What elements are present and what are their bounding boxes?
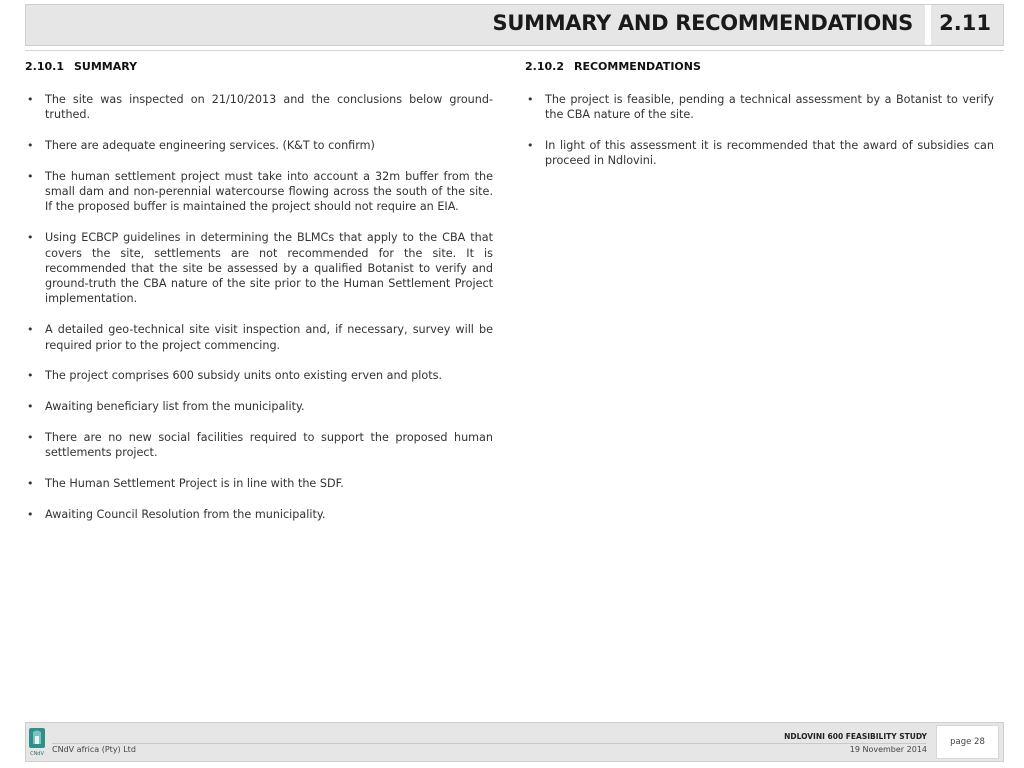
list-item-text: The project comprises 600 subsidy units onto existing erven and plots. xyxy=(45,369,443,383)
summary-heading xyxy=(25,60,493,73)
list-item xyxy=(525,92,994,123)
study-title: NDLOVINI 600 FEASIBILITY STUDY xyxy=(784,732,927,741)
summary-heading-number: 2.10.1 xyxy=(25,60,64,73)
list-item-text: The project is feasible, pending a technical assessment by a Botanist to verify the CBA nature of the site. xyxy=(545,93,994,122)
bullet-icon: • xyxy=(27,430,34,444)
bullet-icon: • xyxy=(27,400,34,414)
recommendations-list xyxy=(525,92,994,169)
list-item xyxy=(25,399,493,414)
list-item xyxy=(25,476,493,491)
list-item xyxy=(25,507,493,522)
list-item xyxy=(25,322,493,353)
bullet-icon: • xyxy=(27,93,34,106)
list-item-text: There are no new social facilities required to support the proposed human settlements project. xyxy=(45,430,493,460)
bullet-icon: • xyxy=(27,231,34,245)
header-rule xyxy=(25,50,1004,51)
footer-rule xyxy=(52,743,926,744)
page-number-box xyxy=(936,725,999,759)
header-divider xyxy=(925,5,931,45)
list-item-text: The site was inspected on 21/10/2013 and the conclusions below ground-truthed. xyxy=(45,93,493,122)
recommendations-heading-text: RECOMMENDATIONS xyxy=(574,60,701,73)
summary-list xyxy=(25,92,493,522)
section-number: 2.11 xyxy=(939,11,991,35)
list-item-text: In light of this assessment it is recommended that the award of subsidies can proceed in Ndlovini. xyxy=(545,139,994,168)
list-item xyxy=(525,138,994,169)
list-item xyxy=(25,430,493,461)
recommendations-column xyxy=(525,60,994,184)
bullet-icon: • xyxy=(27,139,34,153)
recommendations-heading xyxy=(525,60,994,73)
footer-bar xyxy=(25,722,1004,762)
header-bar xyxy=(25,4,1004,46)
logo-text: CNdV xyxy=(30,751,44,757)
bullet-icon: • xyxy=(27,507,34,521)
bullet-icon: • xyxy=(27,169,34,183)
recommendations-heading-number: 2.10.2 xyxy=(525,60,564,73)
company-logo-icon xyxy=(28,726,46,758)
summary-column xyxy=(25,60,493,538)
study-date: 19 November 2014 xyxy=(849,745,927,754)
list-item-text: Awaiting Council Resolution from the municipality. xyxy=(45,507,326,521)
page-title: SUMMARY AND RECOMMENDATIONS xyxy=(492,11,913,35)
list-item xyxy=(25,230,493,306)
company-name: CNdV africa (Pty) Ltd xyxy=(52,745,136,754)
list-item xyxy=(25,169,493,215)
list-item xyxy=(25,92,493,123)
list-item-text: The human settlement project must take into account a 32m buffer from the small dam and non-perennial watercourse flowing across the south of the site. If the proposed buffer is maintained the project should not require an EIA. xyxy=(45,169,493,214)
bullet-icon: • xyxy=(27,477,34,491)
bullet-icon: • xyxy=(527,93,534,106)
page-number: page 28 xyxy=(950,737,985,747)
bullet-icon: • xyxy=(27,369,34,383)
bullet-icon: • xyxy=(527,139,534,153)
bullet-icon: • xyxy=(27,323,34,337)
list-item xyxy=(25,138,493,153)
list-item xyxy=(25,368,493,383)
list-item-text: The Human Settlement Project is in line with the SDF. xyxy=(45,477,344,491)
summary-heading-text: SUMMARY xyxy=(74,60,138,73)
list-item-text: Using ECBCP guidelines in determining the BLMCs that apply to the CBA that covers the site, settlements are not recommended for the site. It is recommended that the site be assessed by a qualified Botanist to verify and ground-truth the CBA nature of the site prior to the Human Settlement Project implementation. xyxy=(45,231,493,306)
list-item-text: Awaiting beneficiary list from the municipality. xyxy=(45,400,305,414)
list-item-text: A detailed geo-technical site visit inspection and, if necessary, survey will be required prior to the project commencing. xyxy=(45,323,493,352)
list-item-text: There are adequate engineering services. (K&T to confirm) xyxy=(45,139,375,153)
